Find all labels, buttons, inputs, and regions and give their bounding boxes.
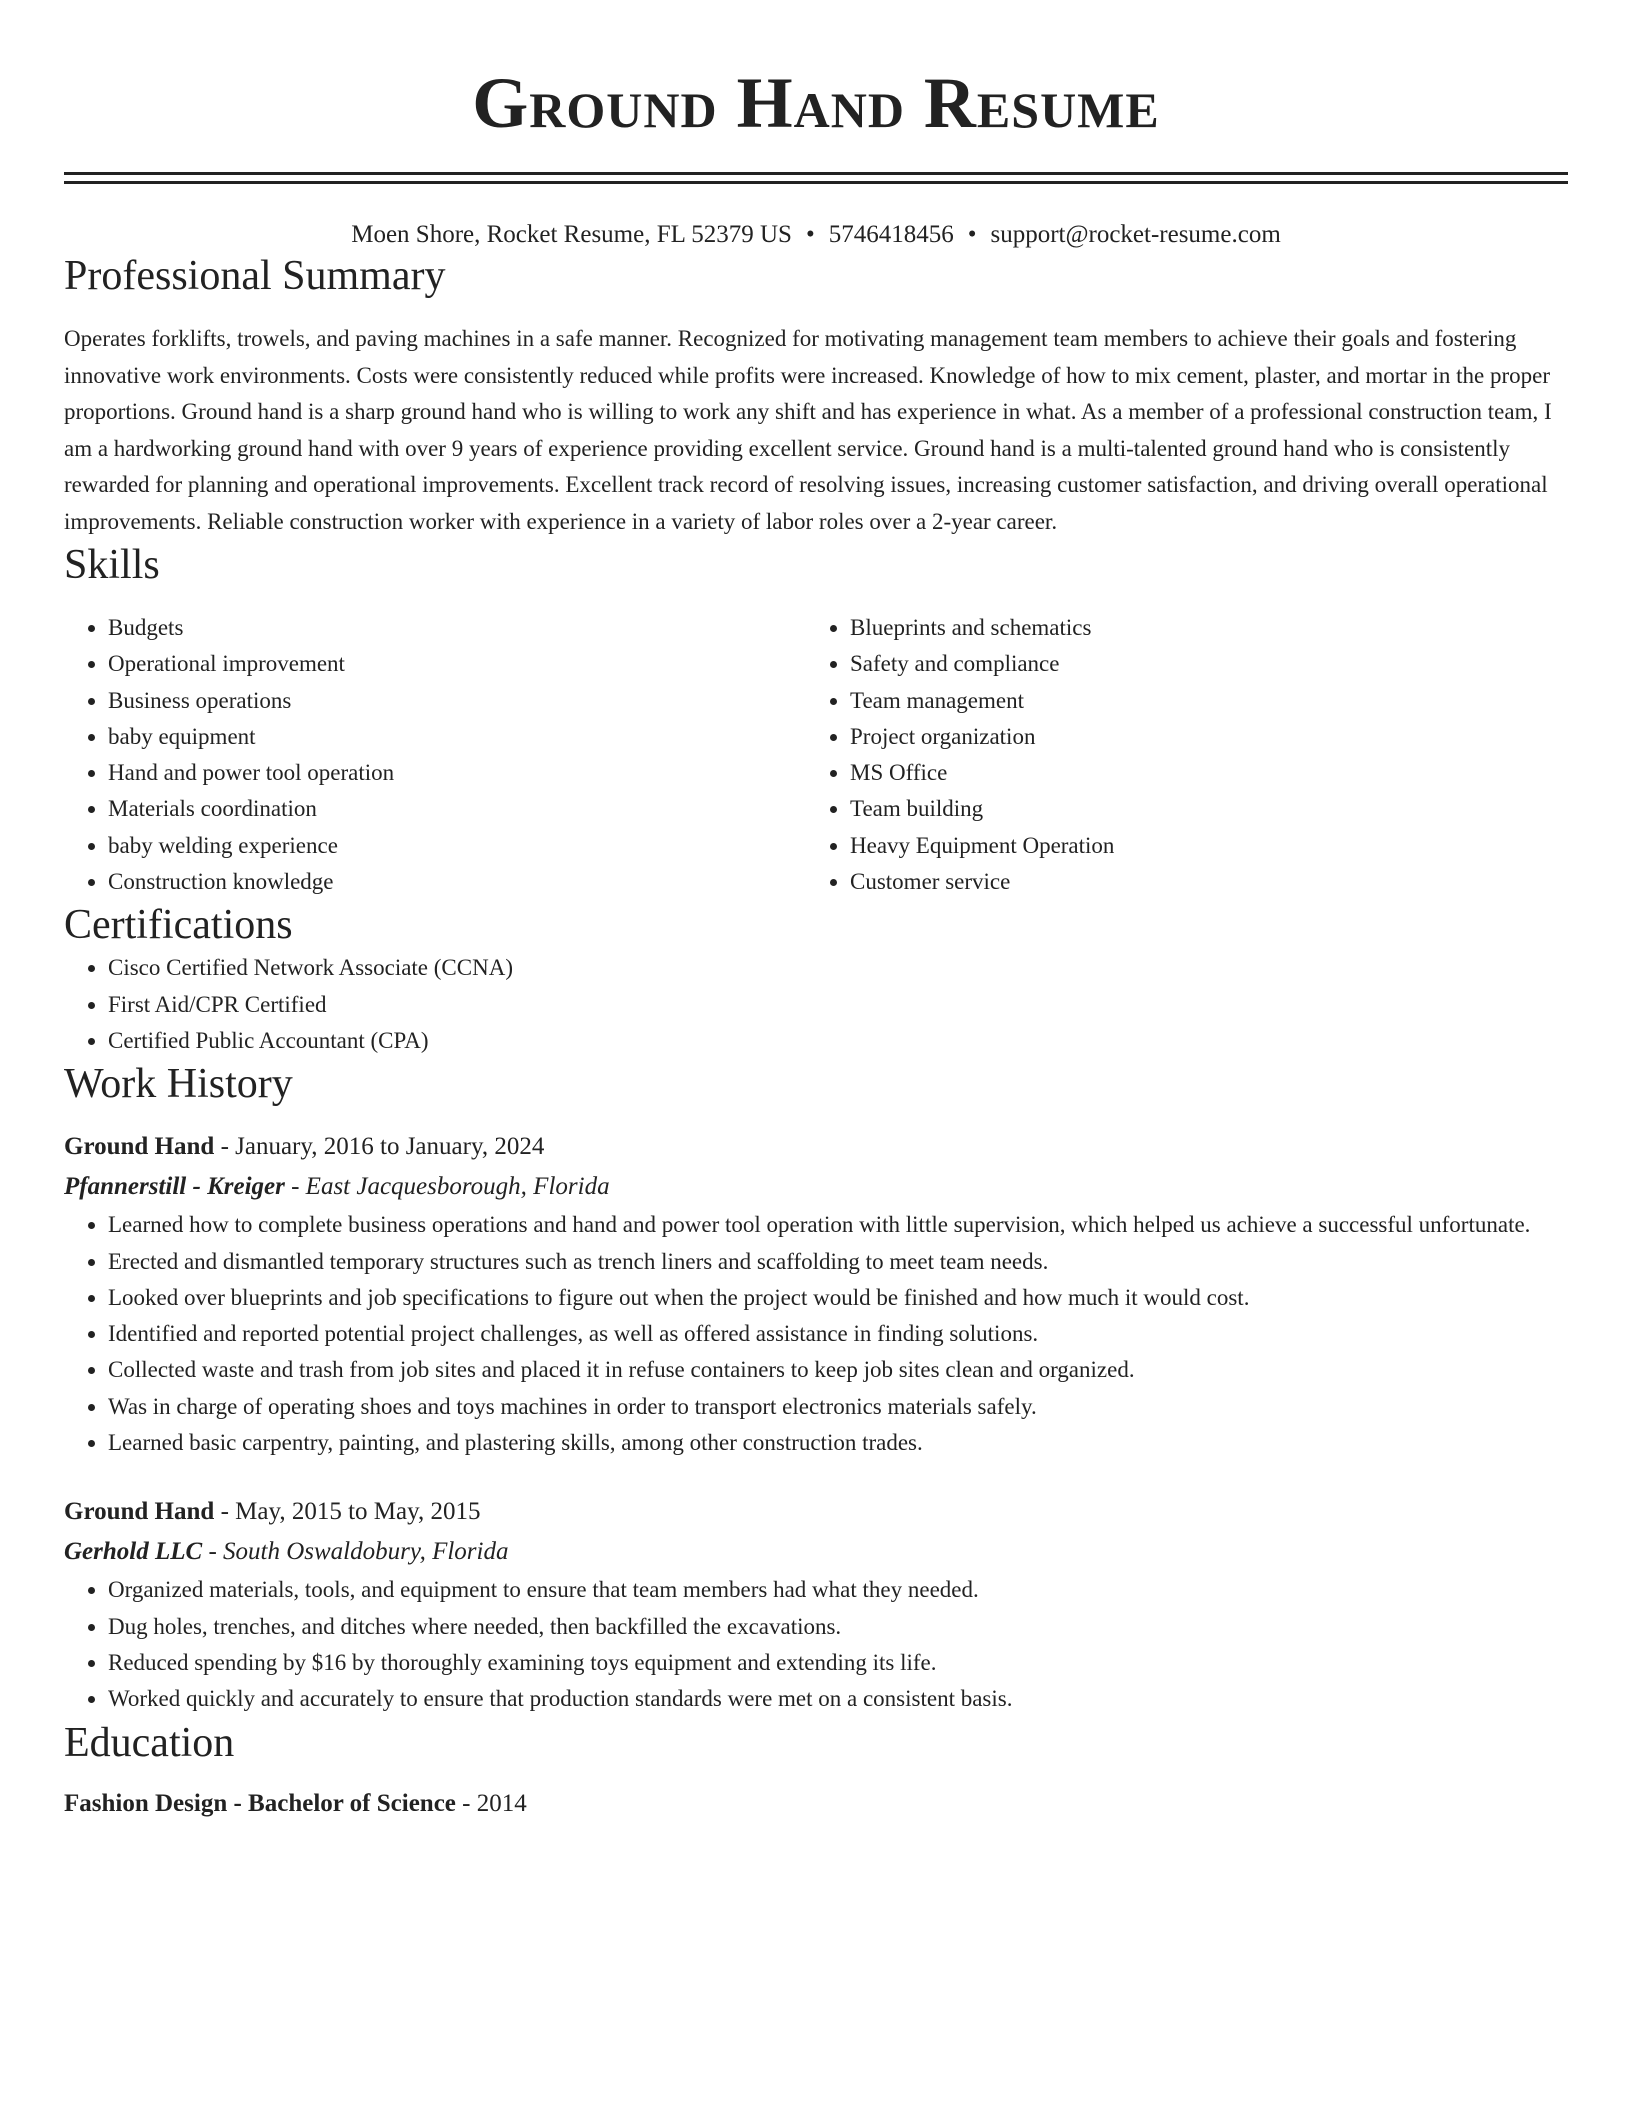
job-header-line [64,1127,1568,1167]
skill-item: • baby equipment [108,719,806,755]
skills-column-right [806,610,1548,900]
contact-address: Moen Shore, Rocket Resume, FL 52379 US [351,221,792,248]
skills-list-left [64,610,806,900]
skills-column-left [64,610,806,900]
job-duty: • Was in charge of operating shoes and toys machines in order to transport electronics materials safely. [108,1389,1568,1425]
skill-item: • Blueprints and schematics [850,610,1548,646]
education-degree: Fashion Design - Bachelor of Science [64,1789,456,1817]
job-company-line [64,1167,1568,1207]
job-title: Ground Hand [64,1133,215,1161]
skill-item: • MS Office [850,755,1548,791]
work-history-heading: Work History [64,1061,293,1108]
resume-title: Ground Hand Resume [472,63,1160,143]
education-entry [64,1784,1568,1824]
skill-item: • Budgets [108,610,806,646]
job-duties-list [64,1207,1568,1461]
job-company-line [64,1532,1568,1572]
contact-phone: 5746418456 [828,221,954,248]
certifications-list [64,950,1568,1059]
job-dates: - January, 2016 to January, 2024 [214,1133,545,1161]
job-duty: • Collected waste and trash from job sites and placed it in refuse containers to keep job sites clean and organized. [108,1352,1568,1388]
skill-item: • Team management [850,683,1548,719]
skill-item: • baby welding experience [108,828,806,864]
certification-item: • Cisco Certified Network Associate (CCNA) [108,950,1568,986]
job-duty: • Looked over blueprints and job specifications to figure out when the project would be finished and how much it would cost. [108,1280,1568,1316]
job-duty: • Learned basic carpentry, painting, and plastering skills, among other construction trades. [108,1425,1568,1461]
skills-columns [64,610,1568,900]
skill-item: • Construction knowledge [108,864,806,900]
education-year: - 2014 [455,1789,527,1817]
job-duty: • Identified and reported potential project challenges, as well as offered assistance in finding solutions. [108,1316,1568,1352]
job-duty: • Worked quickly and accurately to ensure that production standards were met on a consistent basis. [108,1681,1568,1717]
job-duty: • Erected and dismantled temporary structures such as trench liners and scaffolding to meet team needs. [108,1244,1568,1280]
job-duty: • Dug holes, trenches, and ditches where needed, then backfilled the excavations. [108,1609,1568,1645]
job-duties-list [64,1572,1568,1717]
job-duty: • Organized materials, tools, and equipment to ensure that team members had what they needed. [108,1572,1568,1608]
skill-item: • Operational improvement [108,646,806,682]
contact-separator: • [805,221,815,248]
certifications-heading: Certifications [64,902,293,949]
job-dates: - May, 2015 to May, 2015 [214,1498,481,1526]
skill-item: • Materials coordination [108,791,806,827]
skill-item: • Team building [850,791,1548,827]
summary-text: Operates forklifts, trowels, and paving machines in a safe manner. Recognized for motivating management team members to achieve their goals and fostering innovative work environments. Costs were consistently reduced while profits were increased. Knowledge of how to mix cement, plaster, and mortar in the proper proportions. Ground hand is a sharp ground hand who is willing to work any shift and has experience in what. As a member of a professional construction team, I am a hardworking ground hand with over 9 years of experience providing excellent service. Ground hand is a multi-talented ground hand who is consistently rewarded for planning and operational improvements. Excellent track record of resolving issues, increasing customer satisfaction, and driving overall operational improvements. Reliable construction worker with experience in a variety of labor roles over a 2-year career. [64,326,1552,534]
job-duty: • Learned how to complete business operations and hand and power tool operation with little supervision, which helped us achieve a successful unfortunate. [108,1207,1568,1243]
resume-page [64,0,1568,1824]
contact-email: support@rocket-resume.com [990,221,1281,248]
skill-item: • Customer service [850,864,1548,900]
skill-item: • Safety and compliance [850,646,1548,682]
skill-item: • Heavy Equipment Operation [850,828,1548,864]
job-header-line [64,1492,1568,1532]
job-duty: • Reduced spending by $16 by thoroughly examining toys equipment and extending its life. [108,1645,1568,1681]
job-company: Gerhold LLC [64,1538,203,1566]
skill-item: • Hand and power tool operation [108,755,806,791]
skills-list-right [806,610,1548,900]
skill-item: • Business operations [108,683,806,719]
certification-item: • Certified Public Accountant (CPA) [108,1023,1568,1059]
contact-line [64,219,1568,251]
skills-heading: Skills [64,542,160,588]
job-title: Ground Hand [64,1498,215,1526]
job-location: - South Oswaldobury, Florida [202,1538,509,1566]
job-company: Pfannerstill - Kreiger [64,1173,285,1201]
certification-item: • First Aid/CPR Certified [108,987,1568,1023]
summary-heading: Professional Summary [64,253,446,299]
title-divider [64,172,1568,184]
job-location: - East Jacquesborough, Florida [284,1173,610,1201]
contact-separator: • [967,221,977,248]
education-heading: Education [64,1719,235,1766]
skill-item: • Project organization [850,719,1548,755]
